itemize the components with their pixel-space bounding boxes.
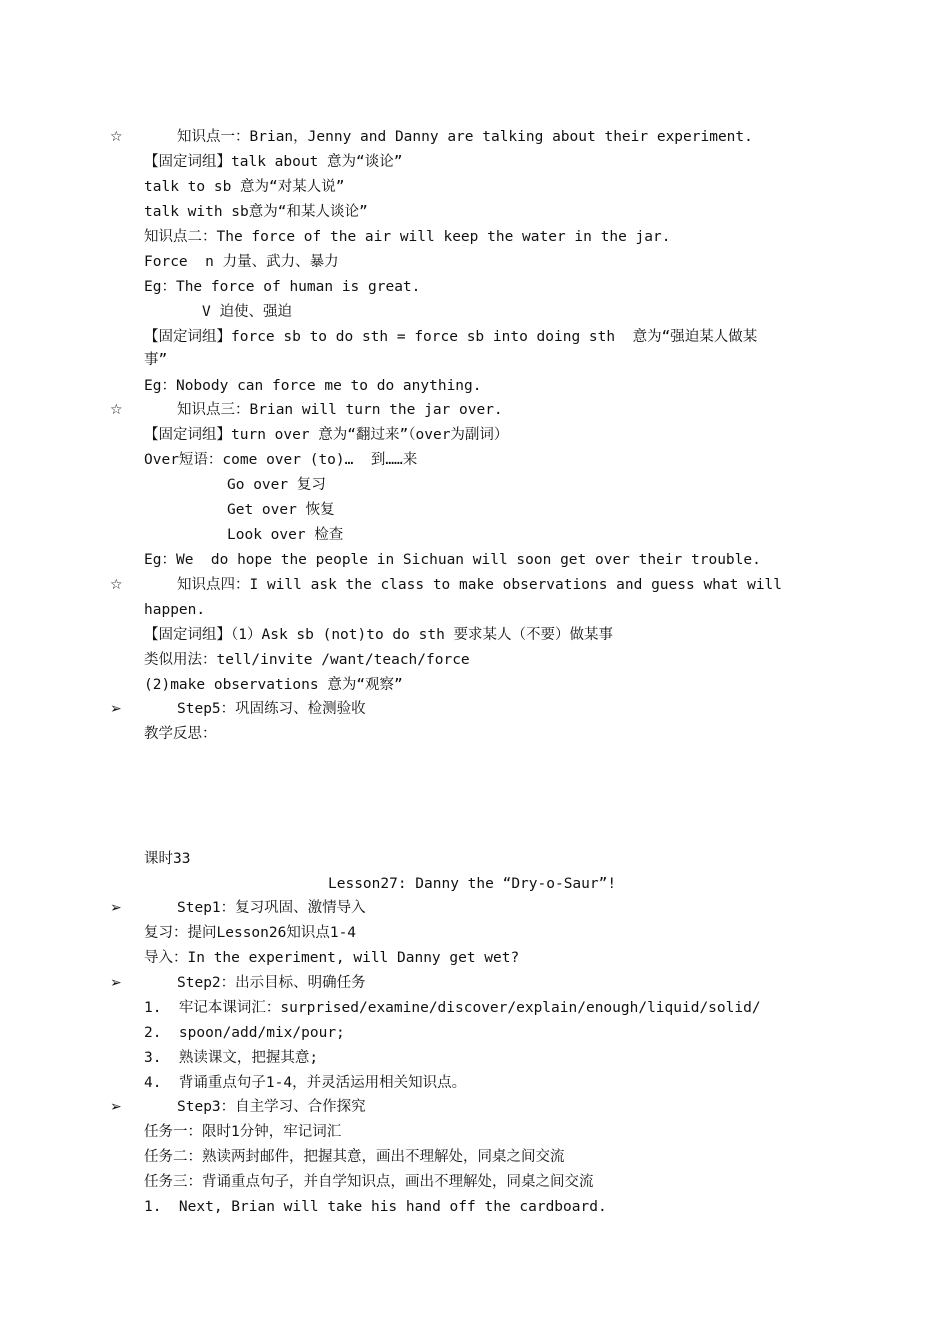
phrase-make-observations: (2)make observations 意为“观察” [144, 677, 403, 693]
example-nobody-force: Eg：Nobody can force me to do anything. [144, 378, 482, 394]
goal-4: 4. 背诵重点句子1-4，并灵活运用相关知识点。 [144, 1075, 467, 1091]
knowledge-point-4: 知识点四：I will ask the class to make observations and guess what will [177, 577, 783, 593]
arrow-bullet: ➢ [110, 1099, 122, 1115]
fixed-phrase-turn-over: 【固定词组】turn over 意为“翻过来”（over为副词） [144, 427, 509, 443]
similar-usage: 类似用法：tell/invite /want/teach/force [144, 652, 470, 668]
goal-2: 2. spoon/add/mix/pour; [144, 1025, 345, 1041]
phrase-look-over: Look over 检查 [227, 527, 344, 543]
fixed-phrase-force-sb: 【固定词组】force sb to do sth = force sb into doing sth 意为“强迫某人做某 [144, 329, 758, 345]
lesson-title: Lesson27: Danny the “Dry-o-Saur”! [328, 876, 617, 892]
goal-1: 1. 牢记本课词汇：surprised/examine/discover/explain/enough/liquid/solid/ [144, 1000, 761, 1016]
teaching-reflection: 教学反思： [144, 726, 217, 742]
arrow-bullet: ➢ [110, 975, 122, 991]
force-verb: V 迫使、强迫 [202, 304, 292, 320]
knowledge-point-4-cont: happen. [144, 602, 206, 618]
goal-3: 3. 熟读课文，把握其意; [144, 1050, 319, 1066]
fixed-phrase-force-sb-cont: 事” [144, 352, 168, 368]
step-5: Step5：巩固练习、检测验收 [177, 701, 366, 717]
example-force-human: Eg：The force of human is great. [144, 279, 421, 295]
phrase-get-over: Get over 恢复 [227, 502, 335, 518]
lesson-number: 课时33 [144, 851, 191, 867]
task-2: 任务二：熟读两封邮件，把握其意，画出不理解处，同桌之间交流 [144, 1149, 565, 1165]
key-sentence-1: 1. Next, Brian will take his hand off the cardboard. [144, 1199, 607, 1215]
task-3: 任务三：背诵重点句子，并自学知识点，画出不理解处，同桌之间交流 [144, 1174, 594, 1190]
star-bullet: ☆ [110, 402, 123, 418]
arrow-bullet: ➢ [110, 701, 122, 717]
force-noun: Force n 力量、武力、暴力 [144, 254, 339, 270]
lead-in: 导入：In the experiment, will Danny get wet? [144, 950, 520, 966]
arrow-bullet: ➢ [110, 900, 122, 916]
knowledge-point-2: 知识点二：The force of the air will keep the water in the jar. [144, 229, 671, 245]
review: 复习：提问Lesson26知识点1-4 [144, 925, 357, 941]
fixed-phrase-ask-sb: 【固定词组】（1）Ask sb (not)to do sth 要求某人（不要）做某事 [144, 627, 614, 643]
star-bullet: ☆ [110, 129, 123, 145]
phrase-talk-to: talk to sb 意为“对某人说” [144, 179, 345, 195]
fixed-phrase-talk-about: 【固定词组】talk about 意为“谈论” [144, 154, 403, 170]
step-3: Step3：自主学习、合作探究 [177, 1099, 366, 1115]
knowledge-point-3: 知识点三：Brian will turn the jar over. [177, 402, 503, 418]
star-bullet: ☆ [110, 577, 123, 593]
over-phrases: Over短语：come over (to)… 到……来 [144, 452, 418, 468]
knowledge-point-1: 知识点一：Brian，Jenny and Danny are talking about their experiment. [177, 129, 753, 145]
phrase-go-over: Go over 复习 [227, 477, 326, 493]
step-1: Step1：复习巩固、激情导入 [177, 900, 366, 916]
example-sichuan: Eg：We do hope the people in Sichuan will soon get over their trouble. [144, 552, 761, 568]
task-1: 任务一：限时1分钟，牢记词汇 [144, 1124, 342, 1140]
phrase-talk-with: talk with sb意为“和某人谈论” [144, 204, 368, 220]
step-2: Step2：出示目标、明确任务 [177, 975, 366, 991]
